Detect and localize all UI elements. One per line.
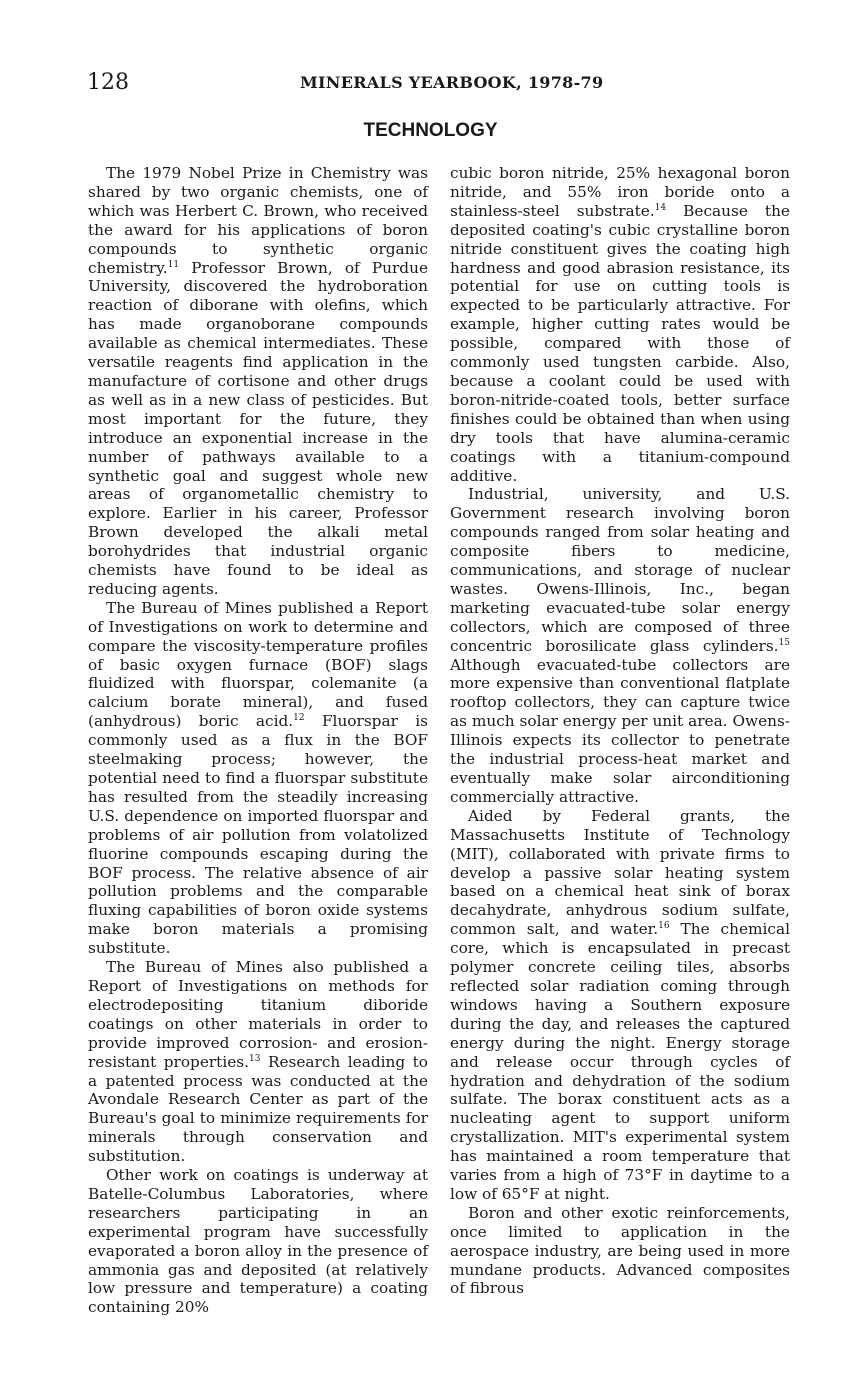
- paragraph-boron-nitride: [450, 164, 790, 485]
- paragraph-text: Aided by Federal grants, the Massachusetts Institute of Technology (MIT), collaborated with private firms to develop a passive solar heating system based on a chemical heat sink of borax decahydrate, anhydrous sodium sulfate, common salt, and water.: [450, 806, 790, 939]
- running-title: MINERALS YEARBOOK, 1978-79: [300, 73, 604, 92]
- page-number: 128: [87, 70, 129, 95]
- paragraph-text: Industrial, university, and U.S. Government research involving boron compounds ranged from solar heating and composite fibers to medicine, communications, and storage of nuclear wastes. Owens-Illinois, Inc., began marketing evacuated-tube solar energy collectors, which are composed of three concentric borosilicate glass cylinders.: [450, 485, 790, 655]
- footnote-ref: 11: [167, 259, 180, 270]
- paragraph-text: Other work on coatings is underway at Batelle-Columbus Laboratories, where researchers participating in an experimental program have successfully evaporated a boron alloy in the presence of ammonia gas and deposited (at relatively low pressure and temperature) a coating containing 20%: [88, 1166, 428, 1317]
- footnote-ref: 16: [658, 921, 670, 932]
- paragraph-coatings: [88, 1166, 428, 1317]
- paragraph-text: The Bureau of Mines published a Report of Investigations on work to determine and compare the viscosity-temperature profiles of basic oxygen furnace (BOF) slags fluidized with fluorspar, colemanite (a calcium borate mineral), and fused (anhydrous) boric acid.: [88, 598, 428, 731]
- paragraph-reinforcements: [450, 1204, 790, 1299]
- paragraph-text: Professor Brown, of Purdue University, discovered the hydroboration reaction of diborane with olefins, which has made organoborane compounds available as chemical intermediates. These versatile reagents find application in the manufacture of cortisone and other drugs as well as in a new class of pesticides. But most important for the future, they introduce an exponential increase in the number of pathways available to a synthetic goal and suggest whole new areas of organometallic chemistry to explore. Earlier in his career, Professor Brown developed the alkali metal borohydrides that industrial organic chemists have found to be ideal as reducing agents.: [88, 258, 428, 598]
- footnote-ref: 15: [778, 637, 790, 648]
- footnote-ref: 13: [249, 1053, 261, 1064]
- section-title: TECHNOLOGY: [363, 120, 498, 141]
- paragraph-mit-solar: [450, 807, 790, 1204]
- paragraph-text: Boron and other exotic reinforcements, once limited to application in the aerospace industry, are being used in more mundane products. Advanced composites of fibrous: [450, 1203, 790, 1298]
- footnote-ref: 12: [293, 713, 305, 724]
- paragraph-bof-slags: [88, 599, 428, 958]
- paragraph-text: Fluorspar is commonly used as a flux in the BOF steelmaking process; however, the potential need to find a fluorspar substitute has resulted from the steadily increasing U.S. dependence on imported fluorspar and problems of air pollution from volatolized fluorine compounds escaping during the BOF process. The relative absence of air pollution problems and the comparable fluxing capabilities of boron oxide systems make boron materials a promising substitute.: [88, 712, 428, 958]
- paragraph-titanium-diboride: [88, 958, 428, 1166]
- paragraph-text: The Bureau of Mines also published a Report of Investigations on methods for electrodepositing titanium diboride coatings on other materials in order to provide improved corrosion- and erosion-resistant properties.: [88, 958, 428, 1071]
- right-column: [450, 164, 790, 1298]
- paragraph-text: cubic boron nitride, 25% hexagonal boron nitride, and 55% iron boride onto a stainless-steel substrate.: [450, 164, 790, 220]
- paragraph-solar-collectors: [450, 485, 790, 806]
- paragraph-text: Research leading to a patented process was conducted at the Avondale Research Center as part of the Bureau's goal to minimize requirements for minerals through conservation and substitution.: [88, 1052, 428, 1166]
- paragraph-text: Although evacuated-tube collectors are more expensive than conventional flatplate rooftop collectors, they can capture twice as much solar energy per unit area. Owens-Illinois expects its collector to penetrate the industrial process-heat market and eventually make solar airconditioning commercially attractive.: [450, 655, 790, 806]
- paragraph-nobel-prize: [88, 164, 428, 599]
- left-column: [88, 164, 428, 1317]
- paragraph-text: The 1979 Nobel Prize in Chemistry was shared by two organic chemists, one of which was Herbert C. Brown, who received the award for his applications of boron compounds to synthetic organic chemistry.: [88, 164, 428, 277]
- footnote-ref: 14: [654, 202, 667, 213]
- paragraph-text: The chemical core, which is encapsulated in precast polymer concrete ceiling tiles, absorbs reflected solar radiation coming through windows having a Southern exposure during the day, and releases the captured energy during the night. Energy storage and release occur through cycles of hydration and dehydration of the sodium sulfate. The borax constituent acts as a nucleating agent to support uniform crystallization. MIT's experimental system has maintained a room temperature that varies from a high of 73°F in daytime to a low of 65°F at night.: [450, 920, 791, 1203]
- paragraph-text: Because the deposited coating's cubic crystalline boron nitride constituent gives the coating high hardness and good abrasion resistance, its potential for use on cutting tools is expected to be particularly attractive. For example, higher cutting rates would be possible, compared with those of commonly used tungsten carbide. Also, because a coolant could be used with boron-nitride-coated tools, better surface finishes could be obtained than when using dry tools that have alumina-ceramic coatings with a titanium-compound additive.: [450, 201, 790, 485]
